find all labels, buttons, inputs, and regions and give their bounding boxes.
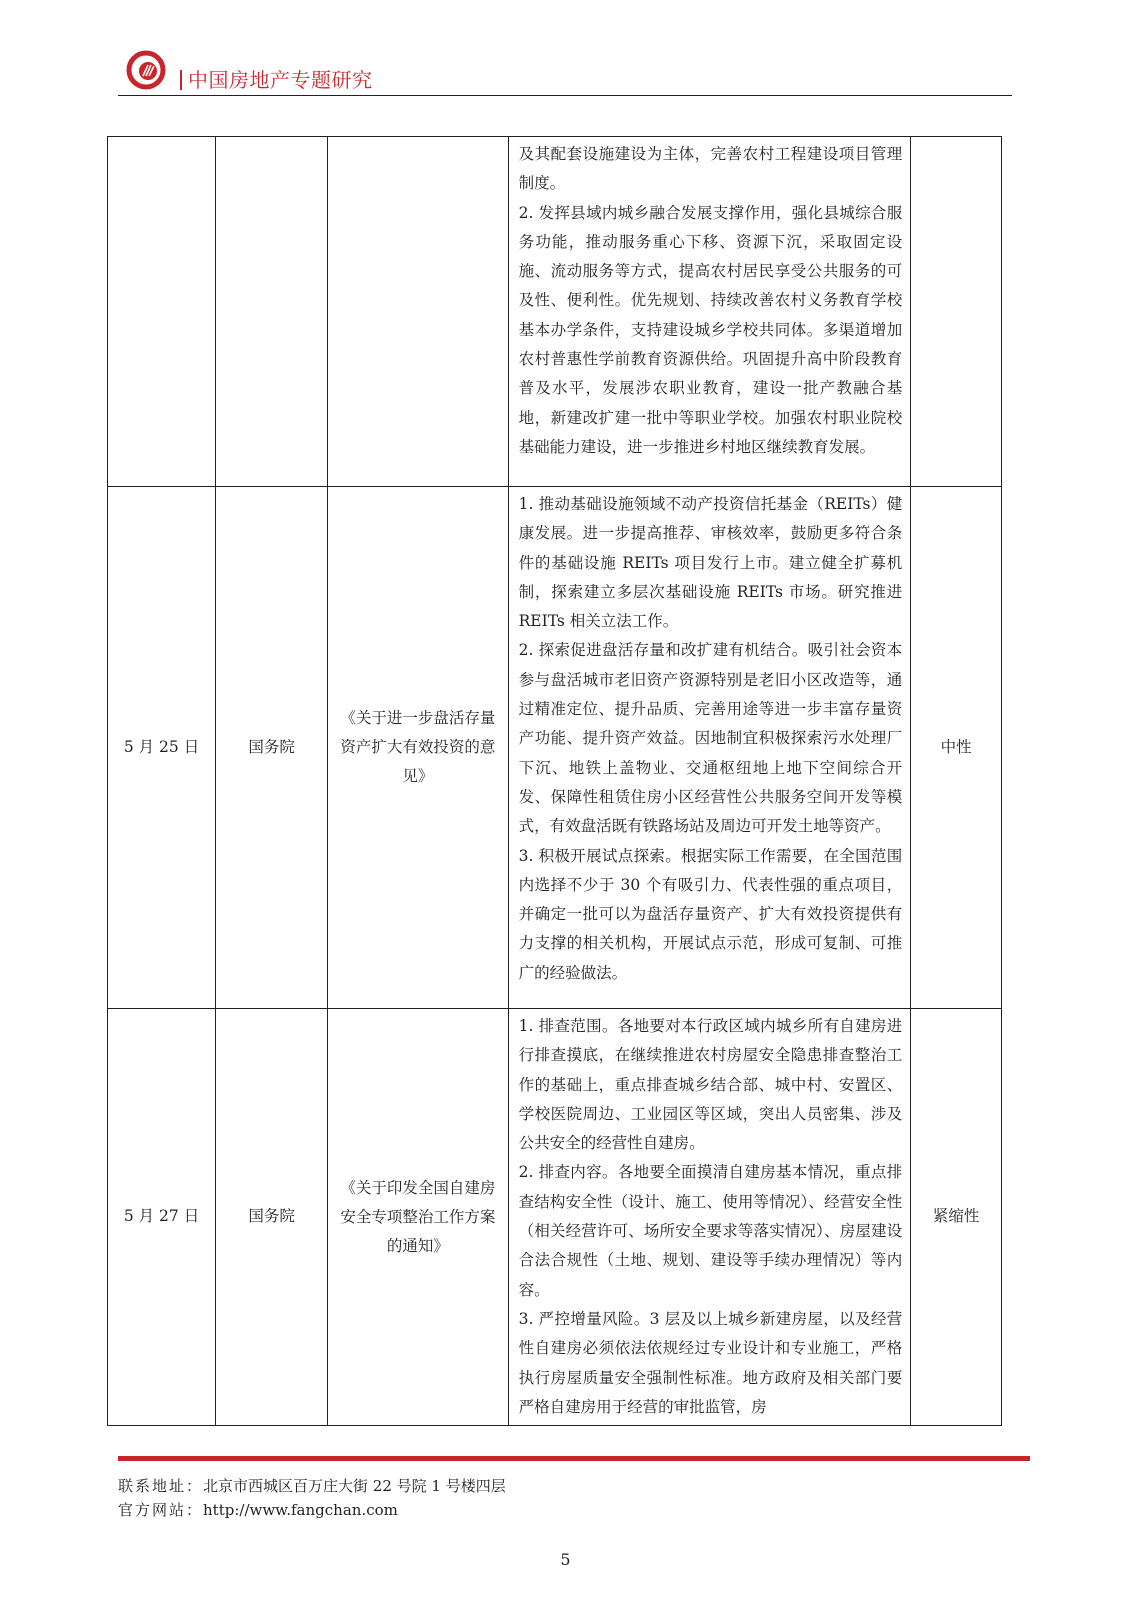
- agency-cell: 国务院: [216, 487, 328, 1009]
- header-divider: [118, 95, 1012, 96]
- policy-content-cell: [508, 1009, 911, 1426]
- stance-cell: 中性: [911, 487, 1002, 1009]
- policy-paragraph: 3. 严控增量风险。3 层及以上城乡新建房屋，以及经营性自建房必须依法依规经过专业设计和专业施工，严格执行房屋质量安全强制性标准。地方政府及相关部门要严格自建房用于经营的审批监管，房: [518, 1309, 903, 1416]
- stance-cell: 紧缩性: [911, 1009, 1002, 1426]
- policy-paragraph: 及其配套设施建设为主体，完善农村工程建设项目管理制度。: [518, 145, 903, 193]
- footer-divider: [118, 1456, 1030, 1461]
- policy-content-cell: [508, 487, 911, 1009]
- agency-cell: 国务院: [216, 1009, 328, 1426]
- website-link[interactable]: http://www.fangchan.com: [203, 1501, 398, 1519]
- agency-cell: [216, 137, 328, 487]
- date-cell: [108, 137, 216, 487]
- policy-table: [107, 136, 1002, 1426]
- policy-paragraph: 2. 探索促进盘活存量和改扩建有机结合。吸引社会资本参与盘活城市老旧资产资源特别是老旧小区改造等，通过精准定位、提升品质、完善用途等进一步丰富存量资产功能、提升资产效益。因地制宜积极探索污水处理厂下沉、地铁上盖物业、交通枢纽地上地下空间综合开发、保障性租赁住房小区经营性公共服务空间开发等模式，有效盘活既有铁路场站及周边可开发土地等资产。: [518, 641, 903, 836]
- table-row: [108, 137, 1002, 487]
- stance-cell: [911, 137, 1002, 487]
- table-row: [108, 487, 1002, 1009]
- logo-icon: [126, 50, 166, 90]
- page-number: 5: [560, 1550, 571, 1569]
- document-title-cell: 《关于印发全国自建房安全专项整治工作方案的通知》: [328, 1009, 508, 1426]
- policy-paragraph: 1. 排查范围。各地要对本行政区域内城乡所有自建房进行排查摸底，在继续推进农村房屋安全隐患排查整治工作的基础上，重点排查城乡结合部、城中村、安置区、学校医院周边、工业园区等区域，突出人员密集、涉及公共安全的经营性自建房。: [518, 1017, 903, 1153]
- footer-address: [118, 1474, 506, 1498]
- document-title-cell: [328, 137, 508, 487]
- policy-content-cell: [508, 137, 911, 487]
- page-footer: [118, 1474, 506, 1522]
- document-title-cell: 《关于进一步盘活存量资产扩大有效投资的意见》: [328, 487, 508, 1009]
- policy-paragraph: 1. 推动基础设施领域不动产投资信托基金（REITs）健康发展。进一步提高推荐、审核效率，鼓励更多符合条件的基础设施 REITs 项目发行上市。建立健全扩募机制，探索建立多层次基础设施 REITs 市场。研究推进 REITs 相关立法工作。: [518, 495, 903, 631]
- policy-paragraph: 2. 发挥县域内城乡融合发展支撑作用，强化县城综合服务功能，推动服务重心下移、资源下沉，采取固定设施、流动服务等方式，提高农村居民享受公共服务的可及性、便利性。优先规划、持续改善农村义务教育学校基本办学条件，支持建设城乡学校共同体。多渠道增加农村普惠性学前教育资源供给。巩固提升高中阶段教育普及水平，发展涉农职业教育，建设一批产教融合基地，新建改扩建一批中等职业学校。加强农村职业院校基础能力建设，进一步推进乡村地区继续教育发展。: [518, 203, 903, 456]
- page-header: [118, 42, 1012, 98]
- policy-paragraph: 2. 排查内容。各地要全面摸清自建房基本情况，重点排查结构安全性（设计、施工、使用等情况）、经营安全性（相关经营许可、场所安全要求等落实情况）、房屋建设合法合规性（土地、规划、建设等手续办理情况）等内容。: [518, 1163, 903, 1299]
- website-label: 官方网站：: [118, 1501, 204, 1519]
- footer-website: [118, 1498, 506, 1522]
- policy-paragraph: 3. 积极开展试点探索。根据实际工作需要，在全国范围内选择不少于 30 个有吸引力、代表性强的重点项目，并确定一批可以为盘活存量资产、扩大有效投资提供有力支撑的相关机构，开展试点示范，形成可复制、可推广的经验做法。: [518, 846, 903, 982]
- brand-title: 中国房地产专题研究: [180, 64, 373, 93]
- date-cell: 5 月 25 日: [108, 487, 216, 1009]
- table-row: [108, 1009, 1002, 1426]
- date-cell: 5 月 27 日: [108, 1009, 216, 1426]
- address-text: 北京市西城区百万庄大街 22 号院 1 号楼四层: [203, 1477, 506, 1495]
- address-label: 联系地址：: [118, 1477, 204, 1495]
